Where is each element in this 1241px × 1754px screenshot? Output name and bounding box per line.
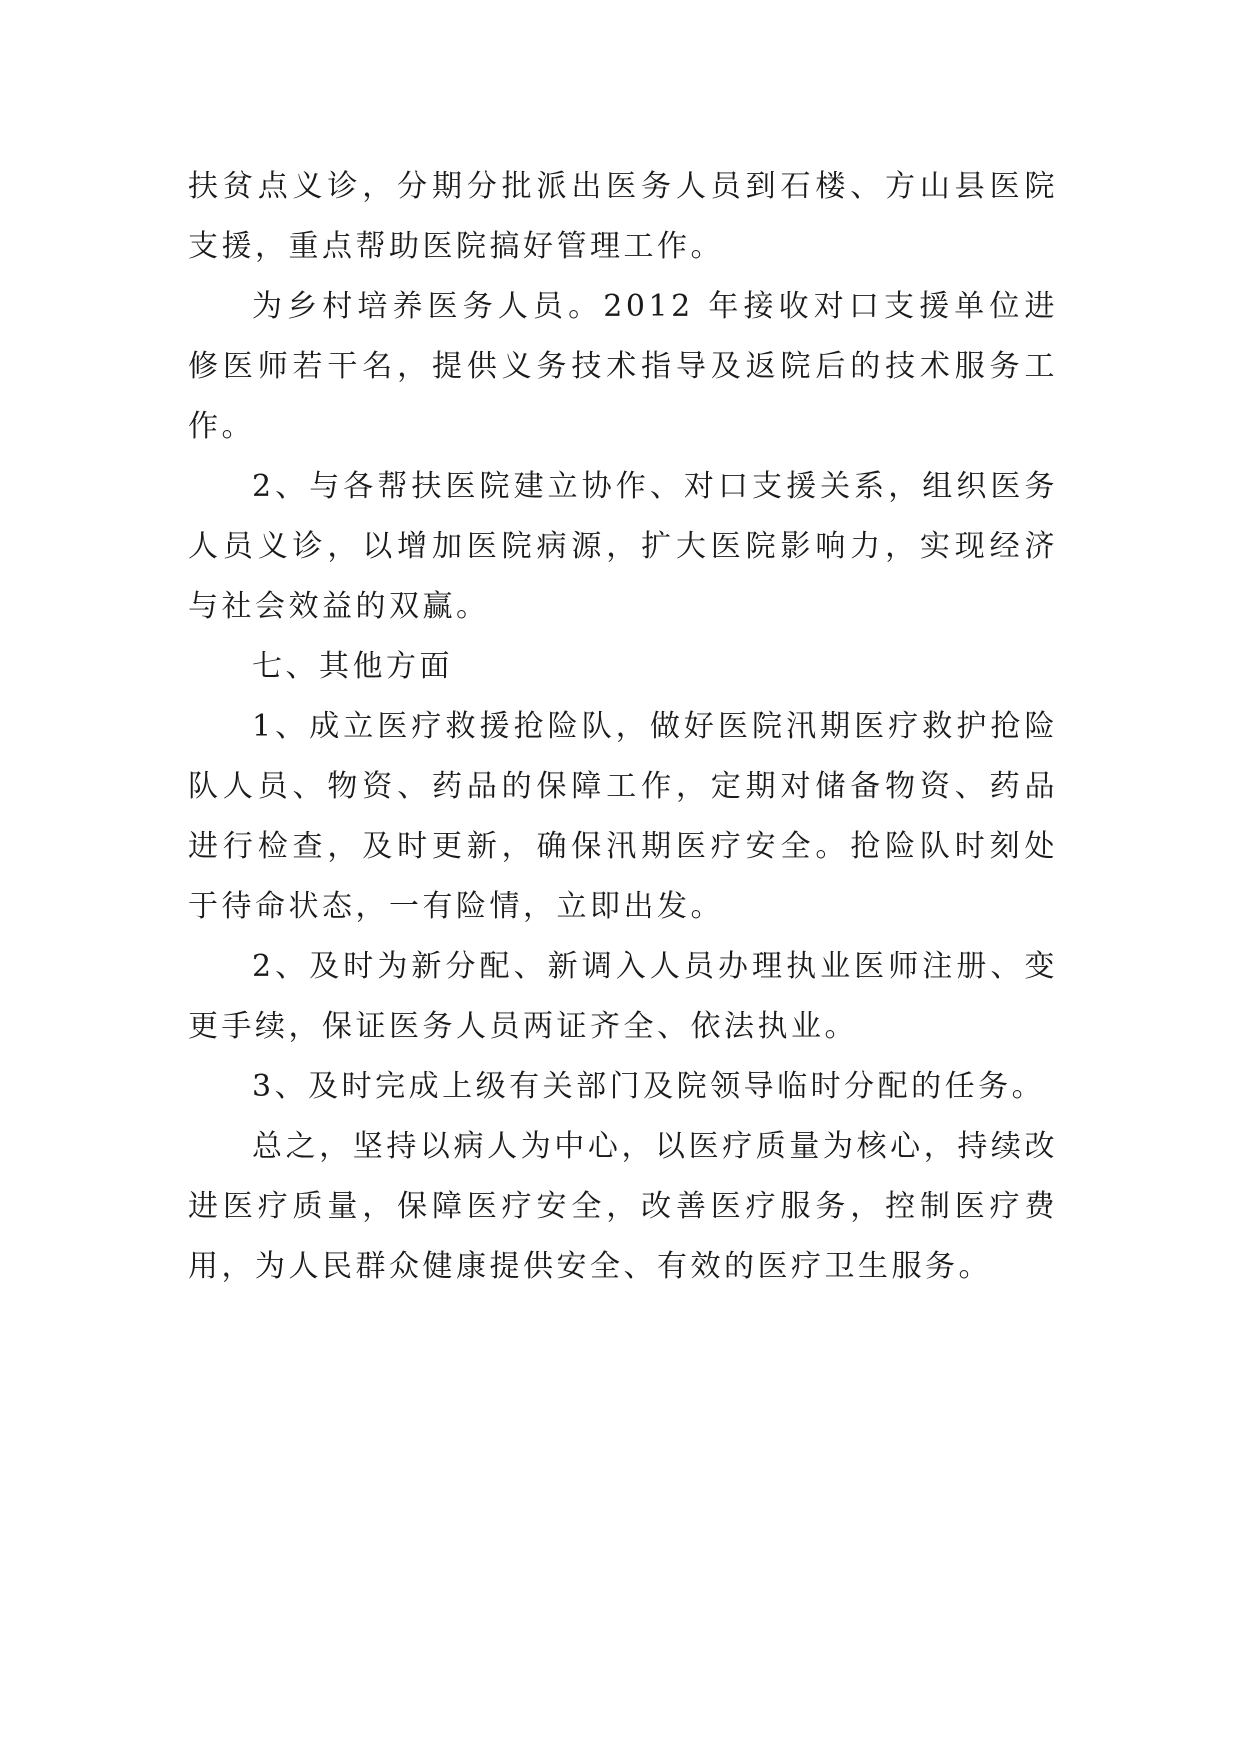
document-body	[188, 157, 1058, 1297]
section-heading-other: 七、其他方面	[252, 649, 453, 684]
paragraph-training: 为乡村培养医务人员。2012 年接收对口支援单位进修医师若干名，提供义务技术指导及返院后的技术服务工作。	[188, 289, 1058, 444]
paragraph-tasks: 3、及时完成上级有关部门及院领导临时分配的任务。	[252, 1069, 1046, 1104]
paragraph-cooperation: 2、与各帮扶医院建立协作、对口支援关系，组织医务人员义诊，以增加医院病源，扩大医院影响力，实现经济与社会效益的双赢。	[188, 469, 1058, 624]
paragraph-continuation: 扶贫点义诊，分期分批派出医务人员到石楼、方山县医院支援，重点帮助医院搞好管理工作。	[188, 169, 1058, 264]
paragraph-registration: 2、及时为新分配、新调入人员办理执业医师注册、变更手续，保证医务人员两证齐全、依法执业。	[188, 949, 1058, 1044]
paragraph-rescue-team: 1、成立医疗救援抢险队，做好医院汛期医疗救护抢险队人员、物资、药品的保障工作，定期对储备物资、药品进行检查，及时更新，确保汛期医疗安全。抢险队时刻处于待命状态，一有险情，立即出发。	[188, 709, 1058, 924]
paragraph-summary: 总之，坚持以病人为中心，以医疗质量为核心，持续改进医疗质量，保障医疗安全，改善医疗服务，控制医疗费用，为人民群众健康提供安全、有效的医疗卫生服务。	[188, 1129, 1058, 1284]
